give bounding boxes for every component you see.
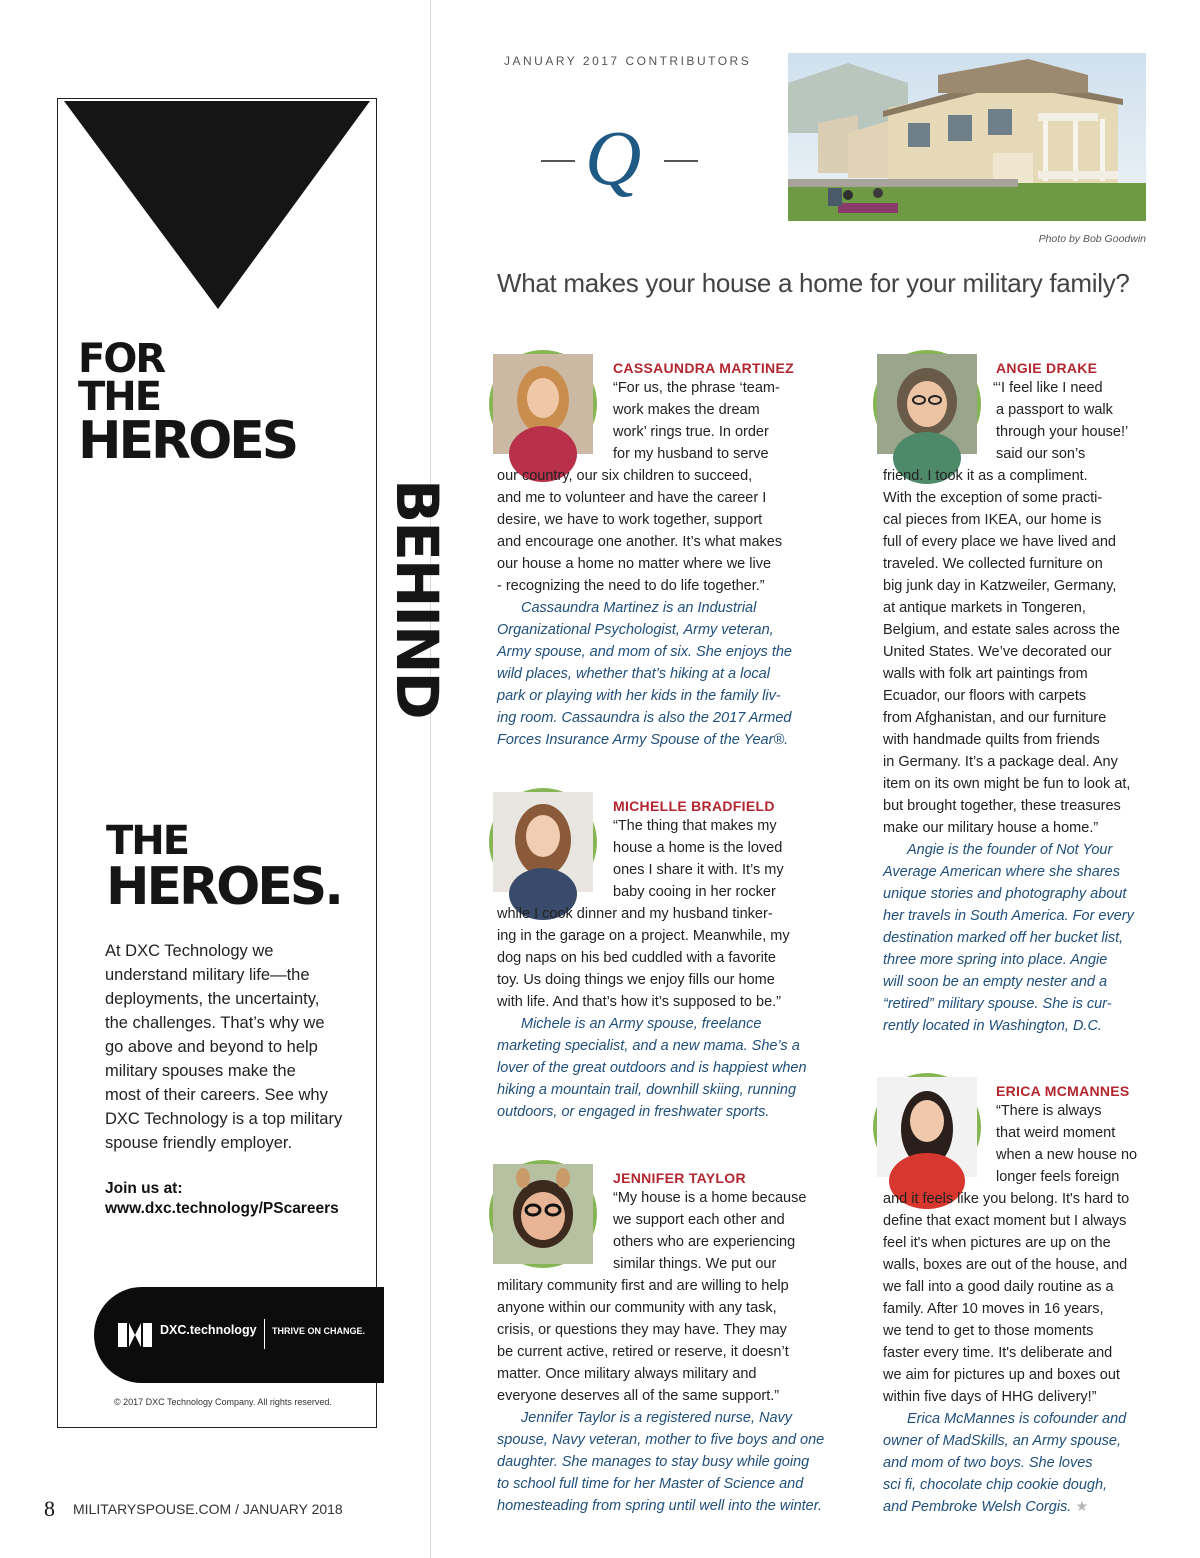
join-url-link[interactable]: www.dxc.technology/PScareers: [105, 1200, 339, 1217]
ad-join-block: [105, 1179, 365, 1219]
portrait-jennifer: [489, 1160, 597, 1268]
publication-line: MILITARYSPOUSE.COM / JANUARY 2018: [73, 1501, 343, 1517]
photo-credit: Photo by Bob Goodwin: [1038, 233, 1146, 245]
quote-line: toy. Us doing things we enjoy fills our home: [497, 972, 775, 988]
section-kicker: JANUARY 2017 CONTRIBUTORS: [504, 54, 752, 68]
quote-line: friend. I took it as a compliment.: [883, 468, 1088, 484]
ad-body-line: understand military life—the: [105, 966, 310, 984]
portrait-cassaundra: [489, 350, 597, 458]
quote-line: and it feels like you belong. It's hard to: [883, 1191, 1130, 1207]
bio-text: and Pembroke Welsh Corgis.: [883, 1499, 1072, 1515]
ad-body-line: DXC Technology is a top military: [105, 1110, 343, 1128]
quote-line: cal pieces from IKEA, our home is: [883, 512, 1102, 528]
ad-body-line: spouse friendly employer.: [105, 1134, 293, 1152]
quote-line: with handmade quilts from friends: [883, 732, 1100, 748]
page-footer: [44, 1496, 343, 1522]
star-icon: ★: [1075, 1499, 1089, 1515]
bio-line: destination marked off her bucket list,: [883, 930, 1124, 946]
contributor-cassaundra: [497, 356, 817, 756]
bio-line: hiking a mountain trail, downhill skiing, running: [497, 1082, 797, 1098]
bio-line: Average American where she shares: [883, 864, 1120, 880]
quote-line: that weird moment: [996, 1125, 1116, 1141]
quote-line: our country, our six children to succeed,: [497, 468, 753, 484]
ad-body-line: go above and beyond to help: [105, 1038, 318, 1056]
bio-line: outdoors, or engaged in freshwater sports.: [497, 1104, 770, 1120]
bio-line: Michele is an Army spouse, freelance: [521, 1016, 762, 1032]
quote-line: everyone deserves all of the same support.”: [497, 1388, 780, 1404]
bio-line: and mom of two boys. She loves: [883, 1455, 1093, 1471]
bio-line: to school full time for her Master of Science and: [497, 1476, 804, 1492]
bio-line: wild places, whether that’s hiking at a local: [497, 666, 770, 682]
quote-line: house a home is the loved: [613, 840, 783, 856]
quote-line: while I cook dinner and my husband tinker-: [497, 906, 773, 922]
quote-line: United States. We’ve decorated our: [883, 644, 1112, 660]
ad-body-line: At DXC Technology we: [105, 942, 274, 960]
headline-line-4: BEHIND: [383, 479, 451, 718]
portrait-michelle: [489, 788, 597, 896]
feature-question: What makes your house a home for your military family?: [497, 268, 1130, 298]
bio-line: rently located in Washington, D.C.: [883, 1018, 1102, 1034]
quote-line: Ecuador, our floors with carpets: [883, 688, 1087, 704]
house-photo-icon: [788, 53, 1146, 221]
quote-line: similar things. We put our: [613, 1256, 777, 1272]
quote-line: in Germany. It’s a package deal. Any: [883, 754, 1118, 770]
quote-line: but brought together, these treasures: [883, 798, 1121, 814]
bio-line: sci fi, chocolate chip cookie dough,: [883, 1477, 1108, 1493]
quote-line: for my husband to serve: [613, 446, 769, 462]
quote-line: work’ rings true. In order: [613, 424, 769, 440]
ad-copyright: © 2017 DXC Technology Company. All rights reserved.: [114, 1397, 332, 1407]
quote-line: we fall into a good daily routine as a: [883, 1279, 1114, 1295]
dxc-logo-bar: [94, 1287, 384, 1383]
bio-line: spouse, Navy veteran, mother to five boys and one: [497, 1432, 825, 1448]
quote-line: faster every time. It's deliberate and: [883, 1345, 1113, 1361]
contributor-jennifer: [497, 1166, 825, 1516]
quote-line: - recognizing the need to do life together.”: [497, 578, 765, 594]
quote-line: Belgium, and estate sales across the: [883, 622, 1120, 638]
contributor-erica: [883, 1079, 1153, 1519]
quote-line: our house a home no matter where we live: [497, 556, 772, 572]
quote-line: family. After 10 moves in 16 years,: [883, 1301, 1104, 1317]
quote-line: at antique markets in Tongeren,: [883, 600, 1086, 616]
quote-line: matter. Once military always military and: [497, 1366, 757, 1382]
quote-line: work makes the dream: [613, 402, 760, 418]
quote-line: from Afghanistan, and our furniture: [883, 710, 1107, 726]
contributor-name: CASSAUNDRA MARTINEZ: [613, 360, 794, 376]
bio-line: three more spring into place. Angie: [883, 952, 1108, 968]
quote-line: through your house!’: [996, 424, 1129, 440]
contributor-name: ANGIE DRAKE: [996, 360, 1098, 376]
bio-line: ing room. Cassaundra is also the 2017 Armed: [497, 710, 792, 726]
bio-line: “retired” military spouse. She is cur-: [883, 996, 1112, 1012]
bio-line: park or playing with her kids in the family liv-: [497, 688, 781, 704]
headline-line-1: FOR: [78, 336, 165, 382]
quote-line: baby cooing in her rocker: [613, 884, 776, 900]
quote-line: be current active, retired or reserve, it doesn’t: [497, 1344, 789, 1360]
bio-line: Erica McMannes is cofounder and: [907, 1411, 1127, 1427]
bio-line: Organizational Psychologist, Army veteran,: [497, 622, 774, 638]
logo-divider: [264, 1319, 265, 1349]
bio-line: will soon be an empty nester and a: [883, 974, 1108, 990]
contributor-name: ERICA MCMANNES: [996, 1083, 1130, 1099]
ad-body-text: [105, 939, 365, 1155]
join-label: Join us at:: [105, 1180, 183, 1197]
bio-line: Cassaundra Martinez is an Industrial: [521, 600, 757, 616]
quote-line: define that exact moment but I always: [883, 1213, 1127, 1229]
page-number: 8: [44, 1496, 55, 1521]
dxc-logo-name: DXC.technology: [160, 1323, 257, 1337]
quote-line: “There is always: [996, 1103, 1102, 1119]
q-letter: Q: [585, 114, 642, 201]
quote-line: item on its own might be fun to look at,: [883, 776, 1131, 792]
quote-line: longer feels foreign: [996, 1169, 1120, 1185]
contributor-angie: [883, 356, 1153, 1036]
contributor-name: MICHELLE BRADFIELD: [613, 798, 775, 814]
quote-line: we tend to get to those moments: [883, 1323, 1094, 1339]
quote-line: we support each other and: [613, 1212, 785, 1228]
q-rule-right: [664, 160, 698, 162]
quote-line: “The thing that makes my: [613, 818, 777, 834]
quote-line: walls with folk art paintings from: [883, 666, 1088, 682]
column-divider: [430, 0, 431, 1558]
contributor-name: JENNIFER TAYLOR: [613, 1170, 746, 1186]
bio-line: homesteading from spring until well into the winter.: [497, 1498, 823, 1514]
bio-line: [883, 1497, 1088, 1519]
portrait-angie: [873, 350, 981, 458]
portrait-erica: [873, 1073, 981, 1181]
quote-line: ing in the garage on a project. Meanwhile, my: [497, 928, 790, 944]
dxc-tagline: THRIVE ON CHANGE.: [272, 1326, 366, 1336]
bio-line: her travels in South America. For every: [883, 908, 1134, 924]
quote-line: With the exception of some practi-: [883, 490, 1103, 506]
bio-line: Forces Insurance Army Spouse of the Year®.: [497, 732, 789, 748]
q-rule-left: [541, 160, 575, 162]
quote-line: within five days of HHG delivery!”: [883, 1389, 1097, 1405]
quote-line: walls, boxes are out of the house, and: [883, 1257, 1128, 1273]
quote-line: feel it's when pictures are up on the: [883, 1235, 1111, 1251]
ad-body-line: deployments, the uncertainty,: [105, 990, 320, 1008]
bio-line: marketing specialist, and a new mama. She’s a: [497, 1038, 800, 1054]
quote-line: make our military house a home.”: [883, 820, 1099, 836]
quote-line: a passport to walk: [996, 402, 1113, 418]
headline-line-5: THE: [106, 818, 189, 864]
quote-line: others who are experiencing: [613, 1234, 796, 1250]
bio-line: Angie is the founder of Not Your: [907, 842, 1113, 858]
quote-line: military community first and are willing to help: [497, 1278, 789, 1294]
contributor-michelle: [497, 794, 817, 1134]
headline-vertical-word: [106, 479, 451, 819]
dxc-logo-icon: [118, 1320, 152, 1350]
quote-line: “For us, the phrase ‘team-: [613, 380, 780, 396]
quote-line: and me to volunteer and have the career I: [497, 490, 767, 506]
headline-line-2: THE: [78, 374, 161, 420]
quote-line: crisis, or questions they may have. They may: [497, 1322, 787, 1338]
headline-line-3: HEROES: [78, 411, 297, 471]
quote-line: we aim for pictures up and boxes out: [883, 1367, 1120, 1383]
dxc-advertisement[interactable]: [57, 98, 451, 1428]
quote-line: when a new house no: [996, 1147, 1138, 1163]
headline-line-6: HEROES.: [106, 857, 342, 917]
house-photo: [788, 53, 1146, 221]
bio-line: lover of the great outdoors and is happiest when: [497, 1060, 807, 1076]
quote-line: “My house is a home because: [613, 1190, 807, 1206]
bio-line: unique stories and photography about: [883, 886, 1127, 902]
quote-line: big junk day in Katzweiler, Germany,: [883, 578, 1117, 594]
quote-line: ones I share it with. It’s my: [613, 862, 784, 878]
quote-line: full of every place we have lived and: [883, 534, 1116, 550]
quote-line: dog naps on his bed cuddled with a favorite: [497, 950, 776, 966]
quote-line: desire, we have to work together, support: [497, 512, 763, 528]
ad-body-line: most of their careers. See why: [105, 1086, 328, 1104]
quote-line: with life. And that’s how it’s supposed to be.”: [497, 994, 781, 1010]
black-triangle-graphic: [58, 99, 378, 311]
bio-line: owner of MadSkills, an Army spouse,: [883, 1433, 1122, 1449]
quote-line: said our son’s: [996, 446, 1086, 462]
quote-line: and encourage one another. It’s what makes: [497, 534, 783, 550]
bio-line: Army spouse, and mom of six. She enjoys the: [497, 644, 792, 660]
quote-line: anyone within our community with any task,: [497, 1300, 777, 1316]
bio-line: Jennifer Taylor is a registered nurse, Navy: [521, 1410, 793, 1426]
ad-body-line: military spouses make the: [105, 1062, 296, 1080]
bio-line: daughter. She manages to stay busy while going: [497, 1454, 810, 1470]
ad-body-line: the challenges. That’s why we: [105, 1014, 325, 1032]
quote-line: traveled. We collected furniture on: [883, 556, 1103, 572]
quote-line: “‘I feel like I need: [993, 380, 1103, 396]
